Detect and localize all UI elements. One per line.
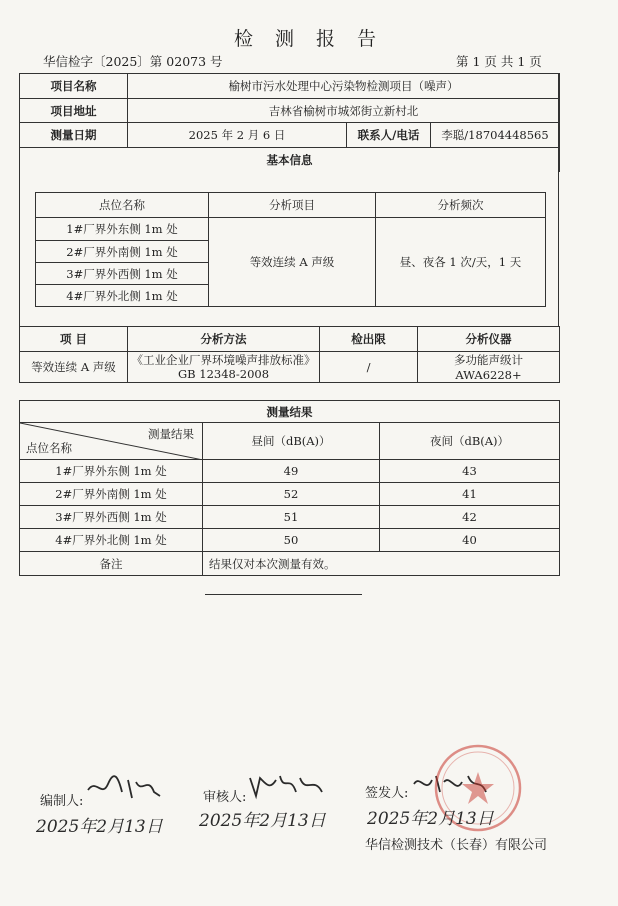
result-day: 50 (203, 529, 380, 552)
result-point: 4#厂界外北侧 1m 处 (20, 529, 203, 552)
reviewer-signature (246, 770, 326, 800)
method-standard-line2: GB 12348-2008 (177, 367, 270, 381)
corner-bottom-label: 点位名称 (26, 441, 72, 455)
method-header-method: 分析方法 (128, 327, 320, 352)
page-number: 第 1 页 共 1 页 (456, 54, 542, 69)
method-header-limit: 检出限 (320, 327, 418, 352)
result-day: 51 (203, 506, 380, 529)
results-header-night: 夜间（dB(A)） (380, 423, 560, 460)
method-header-item: 项 目 (20, 327, 128, 352)
company-name: 华信检测技术（长春）有限公司 (365, 838, 548, 853)
contact-label: 联系人/电话 (347, 123, 431, 148)
method-standard-line1: 《工业企业厂界环境噪声排放标准》 (131, 353, 316, 367)
method-item-value: 等效连续 A 声级 (20, 352, 128, 383)
basic-point: 3#厂界外西侧 1m 处 (36, 263, 209, 285)
project-address-value: 吉林省榆树市城郊街立新村北 (128, 99, 560, 123)
remark-label: 备注 (20, 552, 203, 576)
editor-label: 编制人: (40, 794, 84, 809)
issuer-date: 2025年2月13日 (367, 809, 494, 829)
result-point: 2#厂界外南侧 1m 处 (20, 483, 203, 506)
basic-point: 1#厂界外东侧 1m 处 (36, 218, 209, 241)
method-instrument-value: 多功能声级计 AWA6228+ (418, 352, 560, 383)
document-number: 华信检字〔2025〕第 02073 号 (43, 54, 223, 69)
basic-header-point: 点位名称 (36, 193, 209, 218)
reviewer-label: 审核人: (203, 790, 247, 805)
result-point: 1#厂界外东侧 1m 处 (20, 460, 203, 483)
info-table (19, 73, 560, 172)
basic-header-frequency: 分析频次 (376, 193, 546, 218)
editor-date: 2025年2月13日 (36, 817, 163, 837)
results-table (19, 400, 560, 576)
method-standard (128, 352, 320, 383)
result-night: 43 (380, 460, 560, 483)
result-day: 52 (203, 483, 380, 506)
reviewer-date: 2025年2月13日 (199, 811, 326, 831)
editor-signature (84, 772, 164, 802)
basic-item-value: 等效连续 A 声级 (209, 218, 376, 307)
method-header-instrument: 分析仪器 (418, 327, 560, 352)
measure-date-value: 2025 年 2 月 6 日 (128, 123, 347, 148)
method-limit-value: / (320, 352, 418, 383)
basic-header-item: 分析项目 (209, 193, 376, 218)
result-day: 49 (203, 460, 380, 483)
method-table (19, 326, 560, 383)
result-night: 40 (380, 529, 560, 552)
result-point: 3#厂界外西侧 1m 处 (20, 506, 203, 529)
measure-date-label: 测量日期 (20, 123, 128, 148)
contact-value: 李聪/18704448565 (431, 123, 560, 148)
end-line (205, 594, 362, 595)
report-title: 检 测 报 告 (233, 28, 385, 50)
issuer-label: 签发人: (365, 786, 409, 801)
result-night: 41 (380, 483, 560, 506)
basic-point: 2#厂界外南侧 1m 处 (36, 241, 209, 263)
remark-value: 结果仅对本次测量有效。 (203, 552, 560, 576)
basic-frequency-value: 昼、夜各 1 次/天，1 天 (376, 218, 546, 307)
results-header-day: 昼间（dB(A)） (203, 423, 380, 460)
basic-point: 4#厂界外北侧 1m 处 (36, 285, 209, 307)
corner-top-label: 测量结果 (148, 427, 194, 441)
result-night: 42 (380, 506, 560, 529)
basic-info-heading: 基本信息 (20, 148, 560, 172)
project-name-value: 榆树市污水处理中心污染物检测项目（噪声） (128, 74, 560, 99)
basic-info-table (35, 192, 546, 307)
results-heading: 测量结果 (20, 401, 560, 423)
results-corner-cell (20, 423, 203, 460)
project-address-label: 项目地址 (20, 99, 128, 123)
project-name-label: 项目名称 (20, 74, 128, 99)
